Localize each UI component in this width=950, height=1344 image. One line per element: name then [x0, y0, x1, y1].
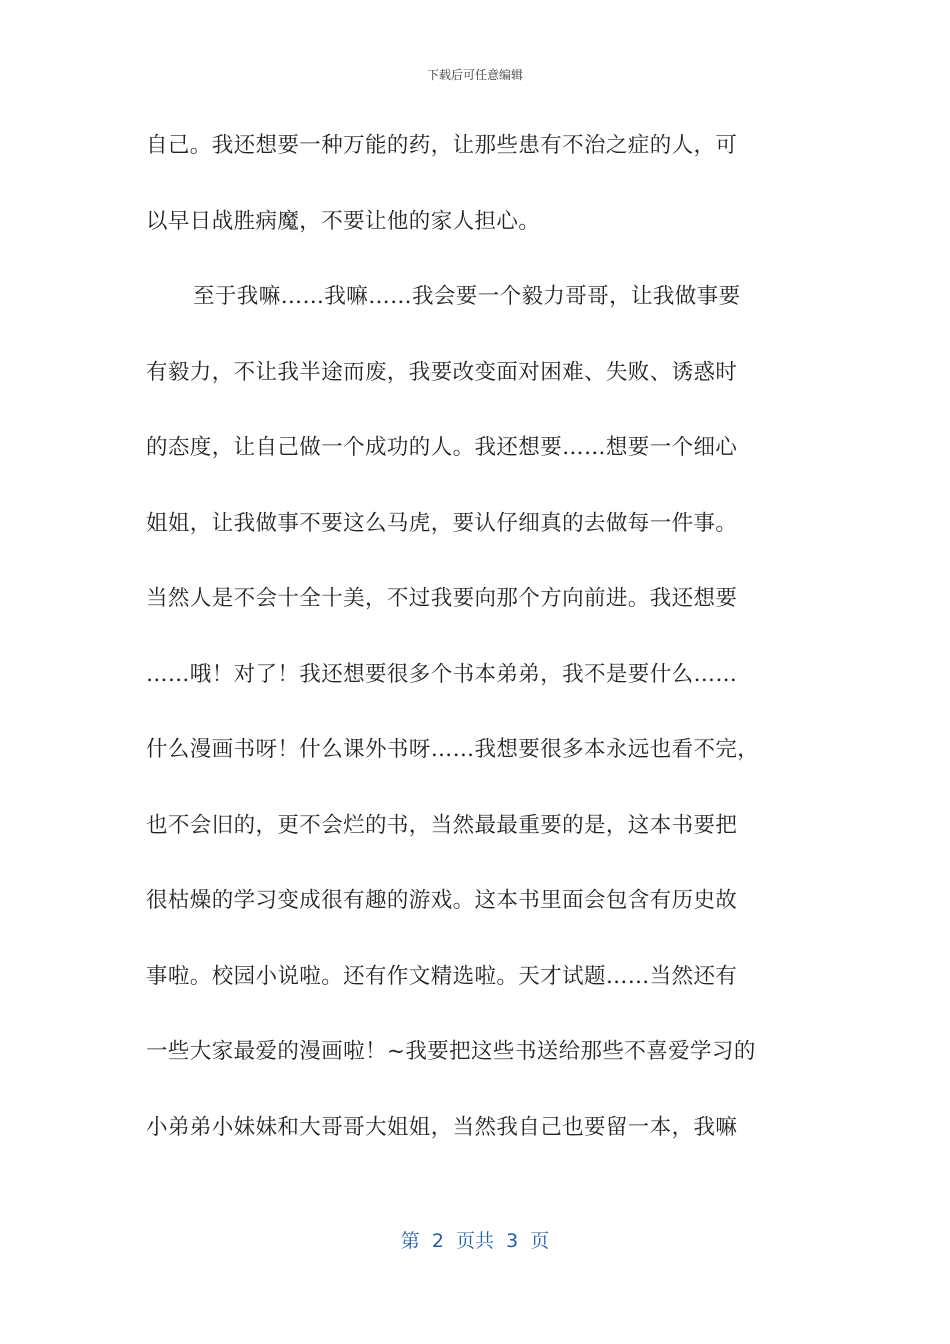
body-line-10: 也不会旧的，更不会烂的书，当然最最重要的是，这本书要把 — [146, 812, 738, 838]
body-line-2: 以早日战胜病魔，不要让他的家人担心。 — [146, 208, 541, 234]
body-line-1: 自己。我还想要一种万能的药，让那些患有不治之症的人，可 — [146, 133, 738, 158]
body-line-4: 有毅力，不让我半途而废，我要改变面对困难、失败、诱惑时 — [146, 359, 738, 385]
body-line-12: 事啦。校园小说啦。还有作文精选啦。天才试题……当然还有 — [146, 963, 738, 989]
body-line-5: 的态度，让自己做一个成功的人。我还想要……想要一个细心 — [146, 435, 738, 460]
body-line-6: 姐姐，让我做事不要这么马虎，要认仔细真的去做每一件事。 — [146, 510, 738, 536]
document-body — [146, 124, 811, 1181]
body-line-14: 小弟弟小妹妹和大哥哥大姐姐，当然我自己也要留一本，我嘛 — [146, 1114, 738, 1140]
body-line-13: 一些大家最爱的漫画啦！~我要把这些书送给那些不喜爱学习的 — [146, 1039, 756, 1064]
body-line-11: 很枯燥的学习变成很有趣的游戏。这本书里面会包含有历史故 — [146, 888, 738, 913]
body-line-9: 什么漫画书呀！什么课外书呀……我想要很多本永远也看不完， — [146, 737, 760, 762]
page-header-note: 下载后可任意编辑 — [426, 68, 523, 82]
body-line-7: 当然人是不会十全十美，不过我要向那个方向前进。我还想要 — [146, 586, 738, 611]
page-number-footer: 第 2 页共 3 页 — [400, 1230, 550, 1252]
body-line-8: ……哦！对了！我还想要很多个书本弟弟，我不是要什么…… — [146, 661, 738, 687]
body-line-3: 至于我嘛……我嘛……我会要一个毅力哥哥，让我做事要 — [193, 284, 741, 309]
